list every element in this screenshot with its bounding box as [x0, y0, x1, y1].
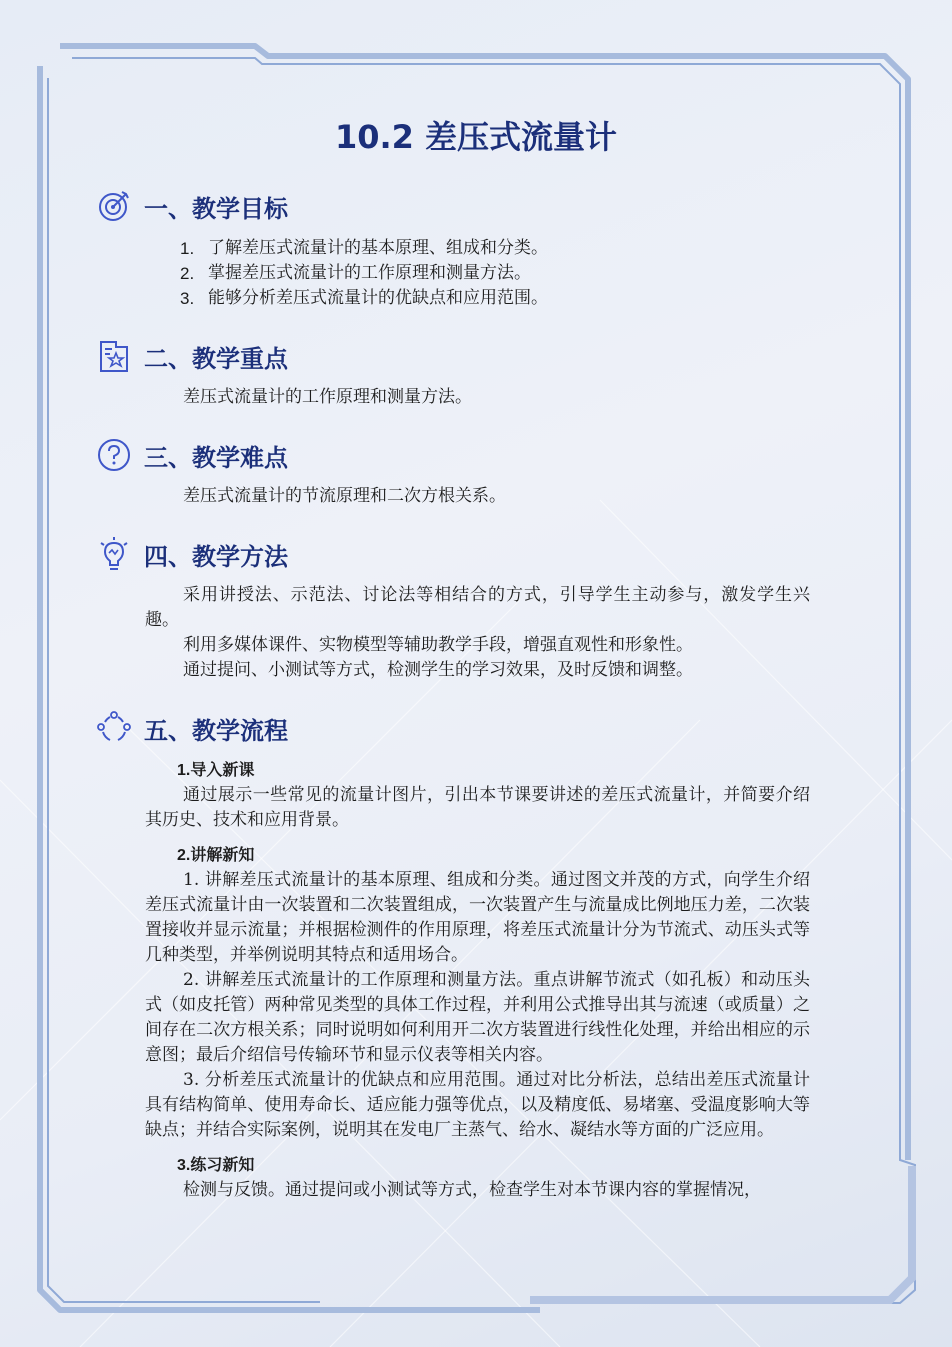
target-icon [96, 188, 132, 224]
list-text: 了解差压式流量计的基本原理、组成和分类。 [208, 238, 548, 258]
methods-text-block [145, 583, 810, 683]
flow-subheading: 1.导入新课 [177, 762, 255, 779]
flow-paragraph: 检测与反馈。通过提问或小测试等方式，检查学生对本节课内容的掌握情况， [183, 1180, 761, 1200]
method-paragraph: 通过提问、小测试等方式，检测学生的学习效果，及时反馈和调整。 [183, 660, 693, 680]
section-title: 五、教学流程 [144, 716, 288, 745]
list-text: 掌握差压式流量计的工作原理和测量方法。 [208, 263, 531, 283]
difficulty-text-block [145, 484, 810, 509]
lightbulb-icon [96, 536, 132, 572]
objectives-list [145, 236, 810, 311]
section-keypoint-header [96, 336, 288, 376]
keypoint-text-block [145, 385, 810, 410]
section-difficulty-header [96, 435, 288, 475]
method-paragraph: 利用多媒体课件、实物模型等辅助教学手段，增强直观性和形象性。 [183, 635, 693, 655]
flow-paragraph: 3. 分析差压式流量计的优缺点和应用范围。通过对比分析法，总结出差压式流量计具有结构简单、使用寿命长、适应能力强等优点，以及精度低、易堵塞、受温度影响大等缺点；并结合实际案例，说明其在发电厂主蒸气、给水、凝结水等方面的广泛应用。 [145, 1070, 810, 1140]
flow-subheading: 3.练习新知 [177, 1157, 255, 1174]
flow-paragraph: 1. 讲解差压式流量计的基本原理、组成和分类。通过图文并茂的方式，向学生介绍差压式流量计由一次装置和二次装置组成，一次装置产生与流量成比例地压力差，二次装置接收并显示流量；并根据检测件的作用原理，将差压式流量计分为节流式、动压头式等几种类型，并举例说明其特点和适用场合。 [145, 870, 810, 965]
section-title: 三、教学难点 [144, 443, 288, 472]
section-title: 一、教学目标 [144, 194, 288, 223]
section-methods-header [96, 534, 288, 574]
list-number: 1. [180, 239, 195, 258]
section-title: 四、教学方法 [144, 542, 288, 571]
document-star-icon [96, 338, 132, 374]
list-number: 2. [180, 264, 195, 283]
page-title: 10.2 差压式流量计 [334, 118, 618, 156]
method-paragraph: 采用讲授法、示范法、讨论法等相结合的方式，引导学生主动参与，激发学生兴趣。 [145, 585, 810, 630]
flow-paragraph: 2. 讲解差压式流量计的工作原理和测量方法。重点讲解节流式（如孔板）和动压头式（如皮托管）两种常见类型的具体工作过程，并利用公式推导出其与流速（或质量）之间存在二次方根关系；同时说明如何利用开二次方装置进行线性化处理，并给出相应的示意图；最后介绍信号传输环节和显示仪表等相关内容。 [145, 970, 810, 1065]
list-number: 3. [180, 289, 195, 308]
question-icon [96, 437, 132, 473]
list-item [145, 261, 810, 286]
flow-text-block [145, 758, 810, 1203]
flow-paragraph: 通过展示一些常见的流量计图片，引出本节课要讲述的差压式流量计，并简要介绍其历史、技术和应用背景。 [145, 785, 810, 830]
section-flow-header [96, 708, 288, 748]
list-item [145, 236, 810, 261]
flow-subheading: 2.讲解新知 [177, 847, 255, 864]
section-objectives-header [96, 186, 288, 226]
difficulty-text: 差压式流量计的节流原理和二次方根关系。 [183, 486, 506, 506]
list-item [145, 286, 810, 311]
keypoint-text: 差压式流量计的工作原理和测量方法。 [183, 387, 472, 407]
cycle-icon [96, 710, 132, 746]
section-title: 二、教学重点 [144, 344, 288, 373]
list-text: 能够分析差压式流量计的优缺点和应用范围。 [208, 288, 548, 308]
